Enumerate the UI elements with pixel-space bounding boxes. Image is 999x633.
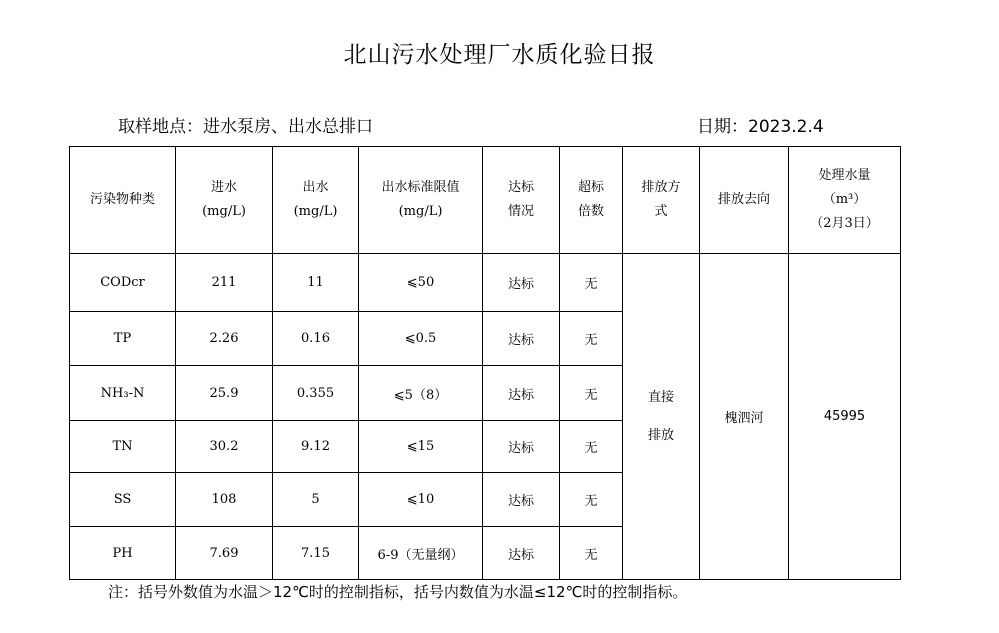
outlet-cell: 0.355 <box>273 366 359 421</box>
header-outlet <box>273 147 359 254</box>
sampling-location: 取样地点：进水泵房、出水总排口 <box>118 117 373 137</box>
header-exceed <box>560 147 623 254</box>
header-limit-label: 出水标准限值 <box>381 180 460 195</box>
pollutant-cell: TN <box>70 421 176 473</box>
inlet-cell: 211 <box>176 254 273 312</box>
outlet-cell: 11 <box>273 254 359 312</box>
inlet-cell: 7.69 <box>176 527 273 580</box>
destination-cell: 槐泗河 <box>700 254 789 580</box>
header-method-line1: 排放方 <box>641 180 681 195</box>
discharge-method-line1: 直接 <box>647 389 674 405</box>
status-cell: 达标 <box>483 473 560 527</box>
water-quality-table <box>69 146 901 580</box>
header-volume-label: 处理水量 <box>818 168 871 183</box>
inlet-cell: 2.26 <box>176 312 273 366</box>
pollutant-cell: TP <box>70 312 176 366</box>
header-limit-unit: (mg/L) <box>398 204 443 219</box>
pollutant-cell: NH₃-N <box>70 366 176 421</box>
report-date: 日期：2023.2.4 <box>697 117 824 137</box>
header-pollutant: 污染物种类 <box>70 147 176 254</box>
footnote: 注：括号外数值为水温＞12℃时的控制指标，括号内数值为水温≤12℃时的控制指标。 <box>108 583 688 601</box>
header-inlet-label: 进水 <box>210 180 237 195</box>
outlet-cell: 5 <box>273 473 359 527</box>
outlet-cell: 9.12 <box>273 421 359 473</box>
outlet-cell: 7.15 <box>273 527 359 580</box>
header-volume <box>789 147 901 254</box>
pollutant-cell: PH <box>70 527 176 580</box>
header-method-line2: 式 <box>654 204 668 219</box>
limit-cell: ⩽5（8） <box>359 366 483 421</box>
volume-cell: 45995 <box>789 254 901 580</box>
exceed-cell: 无 <box>560 366 623 421</box>
header-volume-date: （2月3日） <box>810 216 879 231</box>
header-row <box>70 147 901 254</box>
exceed-cell: 无 <box>560 312 623 366</box>
exceed-cell: 无 <box>560 473 623 527</box>
exceed-cell: 无 <box>560 527 623 580</box>
outlet-cell: 0.16 <box>273 312 359 366</box>
status-cell: 达标 <box>483 366 560 421</box>
header-status-line2: 情况 <box>507 204 534 219</box>
status-cell: 达标 <box>483 527 560 580</box>
inlet-cell: 30.2 <box>176 421 273 473</box>
header-exceed-line2: 倍数 <box>577 204 604 219</box>
header-limit <box>359 147 483 254</box>
inlet-cell: 25.9 <box>176 366 273 421</box>
header-status-line1: 达标 <box>507 180 534 195</box>
limit-cell: ⩽15 <box>359 421 483 473</box>
exceed-cell: 无 <box>560 421 623 473</box>
status-cell: 达标 <box>483 312 560 366</box>
header-outlet-label: 出水 <box>302 180 329 195</box>
pollutant-cell: CODcr <box>70 254 176 312</box>
discharge-method-line2: 排放 <box>647 427 674 443</box>
status-cell: 达标 <box>483 254 560 312</box>
header-method <box>623 147 700 254</box>
header-inlet <box>176 147 273 254</box>
table-row <box>70 254 901 312</box>
header-exceed-line1: 超标 <box>577 180 604 195</box>
header-outlet-unit: (mg/L) <box>293 204 338 219</box>
inlet-cell: 108 <box>176 473 273 527</box>
pollutant-cell: SS <box>70 473 176 527</box>
discharge-method-cell <box>623 254 700 580</box>
report-title: 北山污水处理厂水质化验日报 <box>343 42 656 68</box>
header-destination: 排放去向 <box>700 147 789 254</box>
limit-cell: 6-9（无量纲） <box>359 527 483 580</box>
limit-cell: ⩽50 <box>359 254 483 312</box>
limit-cell: ⩽0.5 <box>359 312 483 366</box>
header-status <box>483 147 560 254</box>
limit-cell: ⩽10 <box>359 473 483 527</box>
status-cell: 达标 <box>483 421 560 473</box>
header-volume-unit: （m³） <box>822 192 867 207</box>
exceed-cell: 无 <box>560 254 623 312</box>
header-inlet-unit: (mg/L) <box>202 204 246 219</box>
